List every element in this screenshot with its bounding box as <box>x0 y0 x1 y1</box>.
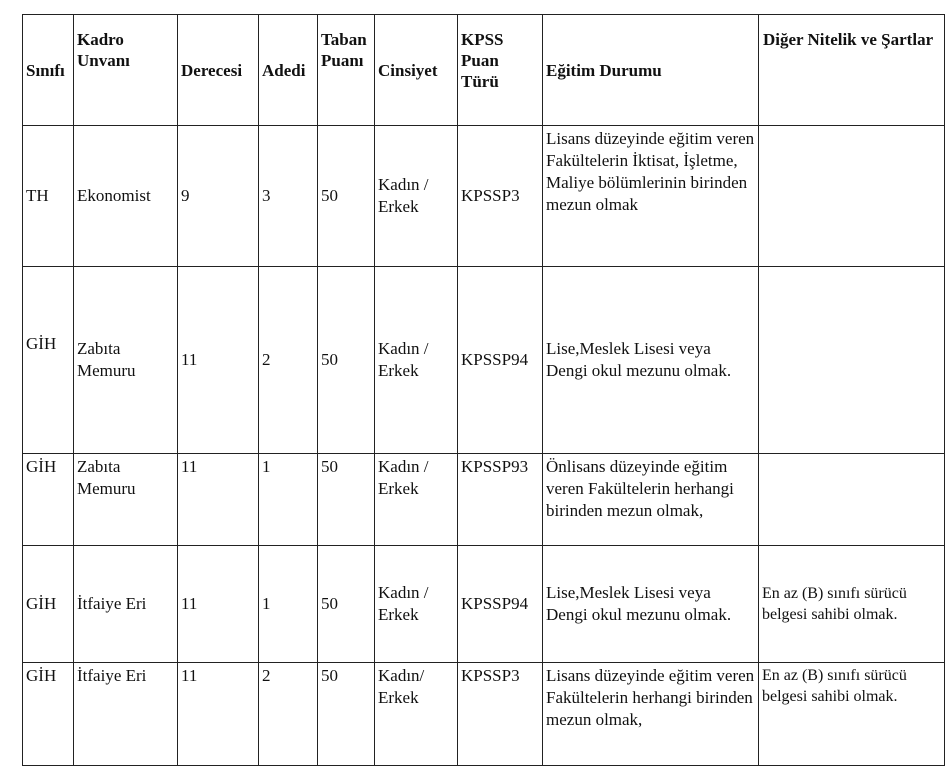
cell-diger: En az (B) sınıfı sürücü belgesi sahibi olmak. <box>759 663 945 766</box>
table-row <box>23 454 945 546</box>
cell-puan-turu: KPSSP94 <box>458 546 543 663</box>
cell-taban-puan: 50 <box>318 267 375 454</box>
cell-taban-puan: 50 <box>318 546 375 663</box>
cell-taban-puan: 50 <box>318 454 375 546</box>
cell-cinsiyet: Kadın / Erkek <box>375 546 458 663</box>
cell-puan-turu: KPSSP94 <box>458 267 543 454</box>
cell-unvan: Zabıta Memuru <box>74 267 178 454</box>
cell-sinifi: TH <box>23 126 74 267</box>
cell-diger <box>759 126 945 267</box>
cell-egitim: Önlisans düzeyinde eğitim veren Fakültelerin herhangi birinden mezun olmak, <box>543 454 759 546</box>
staff-position-table <box>22 14 945 766</box>
cell-cinsiyet: Kadın / Erkek <box>375 126 458 267</box>
cell-adet: 2 <box>259 267 318 454</box>
cell-puan-turu: KPSSP3 <box>458 126 543 267</box>
cell-derece: 11 <box>178 663 259 766</box>
cell-cinsiyet: Kadın/ Erkek <box>375 663 458 766</box>
cell-adet: 2 <box>259 663 318 766</box>
cell-sinifi: GİH <box>23 663 74 766</box>
cell-derece: 11 <box>178 546 259 663</box>
header-adedi: Adedi <box>259 15 318 126</box>
cell-unvan: Zabıta Memuru <box>74 454 178 546</box>
header-sinifi: Sınıfı <box>23 15 74 126</box>
cell-puan-turu: KPSSP93 <box>458 454 543 546</box>
header-kadro-unvani: Kadro Unvanı <box>74 15 178 126</box>
cell-derece: 11 <box>178 267 259 454</box>
cell-derece: 11 <box>178 454 259 546</box>
cell-diger <box>759 454 945 546</box>
header-cinsiyet: Cinsiyet <box>375 15 458 126</box>
cell-egitim: Lise,Meslek Lisesi veya Dengi okul mezunu olmak. <box>543 546 759 663</box>
header-taban-puani: Taban Puanı <box>318 15 375 126</box>
cell-diger <box>759 267 945 454</box>
cell-sinifi: GİH <box>23 454 74 546</box>
cell-derece: 9 <box>178 126 259 267</box>
cell-egitim: Lise,Meslek Lisesi veya Dengi okul mezunu olmak. <box>543 267 759 454</box>
cell-unvan: İtfaiye Eri <box>74 663 178 766</box>
table-row <box>23 267 945 454</box>
header-diger-nitelik: Diğer Nitelik ve Şartlar <box>759 15 945 126</box>
cell-egitim: Lisans düzeyinde eğitim veren Fakültelerin herhangi birinden mezun olmak, <box>543 663 759 766</box>
cell-diger: En az (B) sınıfı sürücü belgesi sahibi olmak. <box>759 546 945 663</box>
cell-adet: 3 <box>259 126 318 267</box>
table-header-row <box>23 15 945 126</box>
cell-taban-puan: 50 <box>318 663 375 766</box>
header-egitim-durumu: Eğitim Durumu <box>543 15 759 126</box>
cell-unvan: İtfaiye Eri <box>74 546 178 663</box>
header-kpss-puan-turu: KPSS Puan Türü <box>458 15 543 126</box>
cell-sinifi: GİH <box>23 267 74 454</box>
table-row <box>23 546 945 663</box>
cell-cinsiyet: Kadın / Erkek <box>375 454 458 546</box>
cell-taban-puan: 50 <box>318 126 375 267</box>
cell-unvan: Ekonomist <box>74 126 178 267</box>
cell-puan-turu: KPSSP3 <box>458 663 543 766</box>
cell-sinifi: GİH <box>23 546 74 663</box>
table-row <box>23 126 945 267</box>
cell-egitim: Lisans düzeyinde eğitim veren Fakültelerin İktisat, İşletme, Maliye bölümlerinin birinden mezun olmak <box>543 126 759 267</box>
cell-cinsiyet: Kadın / Erkek <box>375 267 458 454</box>
header-derecesi: Derecesi <box>178 15 259 126</box>
table-row <box>23 663 945 766</box>
cell-adet: 1 <box>259 546 318 663</box>
cell-adet: 1 <box>259 454 318 546</box>
